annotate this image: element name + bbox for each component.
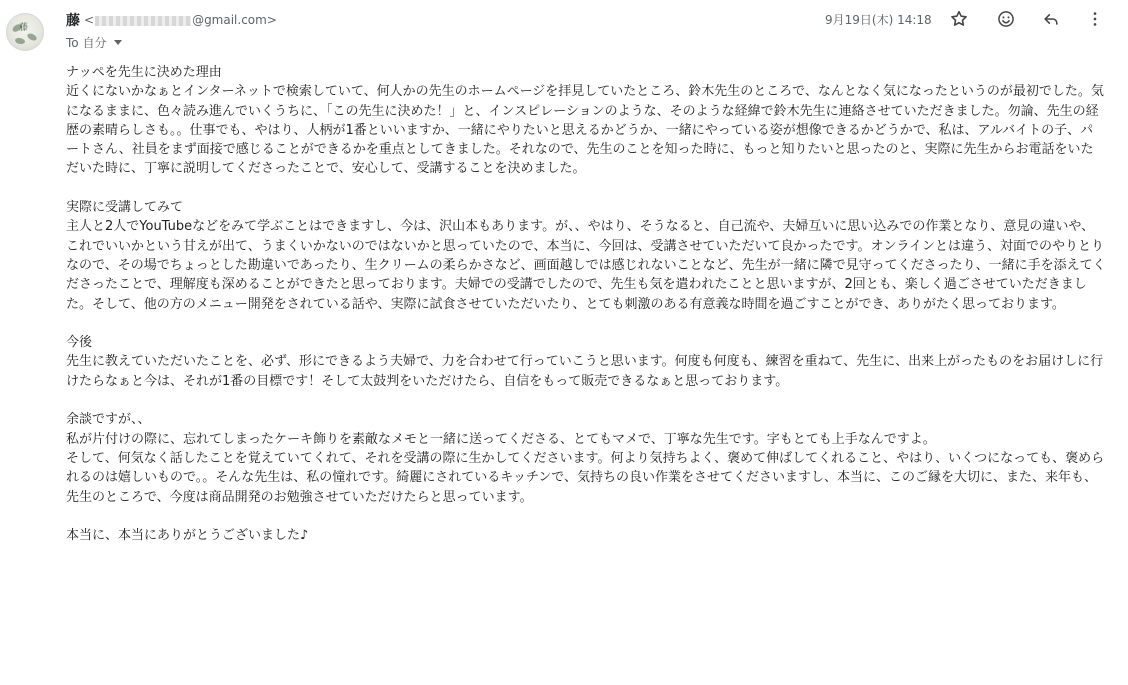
message-header: [0, 0, 1128, 60]
closing-text: 本当に、本当にありがとうございました♪: [66, 528, 309, 544]
sender-email: [84, 13, 277, 27]
recipient-line[interactable]: [66, 33, 122, 51]
paragraph-heading: ナッペを先生に決めた理由: [66, 65, 222, 80]
paragraph-text: 私が片付けの際に、忘れてしまったケーキ飾りを素敵なメモと一緒に送ってくださる、とてもマメで、丁寧な先生です。字もとても上手なんですよ。: [66, 431, 936, 447]
paragraph-heading: 余談ですが、、: [66, 412, 151, 428]
sender-avatar[interactable]: [6, 13, 44, 51]
message-date: 9月19日(木) 14:18: [825, 13, 932, 27]
body-paragraph-2: [66, 198, 1106, 314]
sender-name[interactable]: 藤: [66, 13, 80, 29]
more-vert-icon: [1085, 9, 1105, 29]
body-paragraph-1: [66, 63, 1106, 179]
reply-button[interactable]: [1039, 7, 1063, 31]
more-options-button[interactable]: [1083, 7, 1107, 31]
avatar-leaf-decoration: [14, 37, 25, 45]
sender-line: [66, 10, 277, 30]
sender-email-suffix: @gmail.com>: [192, 13, 277, 27]
paragraph-text: そして、何気なく話したことを覚えていてくれて、それを受講の際に生かしてくださいます。何より気持ちよく、褒めて伸ばしてくれること、やはり、いくつになっても、褒められるのは嬉しいもので。。そんな先生は、私の憧れです。綺麗にされているキッチンで、気持ちの良い作業をさせてくださいますし、本当に、このご縁を大切に、また、来年も、先生のところで、今度は商品開発のお勉強させていただけたらと思っています。: [66, 450, 1105, 505]
reply-icon: [1041, 9, 1061, 29]
star-icon: [949, 9, 969, 29]
chevron-down-icon[interactable]: [114, 40, 122, 45]
emoji-reaction-button[interactable]: [994, 7, 1018, 31]
body-paragraph-3: [66, 333, 1106, 391]
redacted-email-block: [95, 16, 191, 26]
body-paragraph-4: [66, 410, 1106, 506]
message-body: [66, 63, 1106, 565]
star-button[interactable]: [947, 7, 971, 31]
paragraph-text: 先生に教えていただいたことを、必ず、形にできるよう夫婦で、力を合わせて行っていこうと思います。何度も何度も、練習を重ねて、先生に、出来上がったものをお届けしに行けたらなぁと今は、それが1番の目標です！そして太鼓判をいただけたら、自信をもって販売できるなぁと思っております。: [66, 354, 1104, 389]
paragraph-text: 近くにないかなぁとインターネットで検索していて、何人かの先生のホームページを拝見していたところ、鈴木先生のところで、なんとなく気になったというのが最初でした。気になるままに、色々読み進んでいくうちに、「この先生に決めた！」と、インスピレーションのような、そのような経緯で鈴木先生に連絡させていただきました。勿論、先生の経歴の素晴らしさも。。仕事でも、やはり、人柄が1番といいますか、一緒にやりたいと思えるかどうか、一緒にやっている姿が想像できるかどうかで、私は、アルバイトの子、パートさん、社員をまず面接で感じることができるかを重点としてきました。それなので、先生のことを知った時に、もっと知りたいと思ったのと、実際に先生からお電話をいただいた時に、丁寧に説明してくださったことで、安心して、受講することを決めました。: [66, 84, 1104, 177]
avatar-leaf-decoration: [26, 32, 38, 42]
recipient-label: To 自分: [66, 35, 107, 50]
paragraph-text: 主人と2人でYouTubeなどをみて学ぶことはできますし、今は、沢山本もあります。が、、やはり、そうなると、自己流や、夫婦互いに思い込みでの作業となり、意見の違いや、これでいいかという甘えが出て、うまくいかないのではないかと思っていたので、本当に、今回は、受講させていただいて良かったです。オンラインとは違う、対面でのやりとりなので、その場でちょっとした勘違いであったり、生クリームの柔らかさなど、画面越しでは感じれないことなど、先生が一緒に隣で見守ってくださったり、一緒に手を添えてくださったことで、理解度も深めることができたと思っております。夫婦での受講でしたので、先生も気を遣われたことと思いますが、2回とも、楽しく過ごさせていただきました。そして、他の方のメニュー開発をされている話や、実際に試食させていただいたり、とても刺激のある有意義な時間を過ごすことができ、ありがたく思っております。: [66, 219, 1106, 312]
closing-paragraph: [66, 526, 1106, 545]
emoji-icon: [996, 9, 1016, 29]
paragraph-heading: 実際に受講してみて: [66, 200, 184, 216]
avatar-logo-mark: 藤: [19, 23, 29, 33]
paragraph-heading: 今後: [66, 335, 93, 351]
sender-email-prefix: <: [84, 13, 95, 27]
